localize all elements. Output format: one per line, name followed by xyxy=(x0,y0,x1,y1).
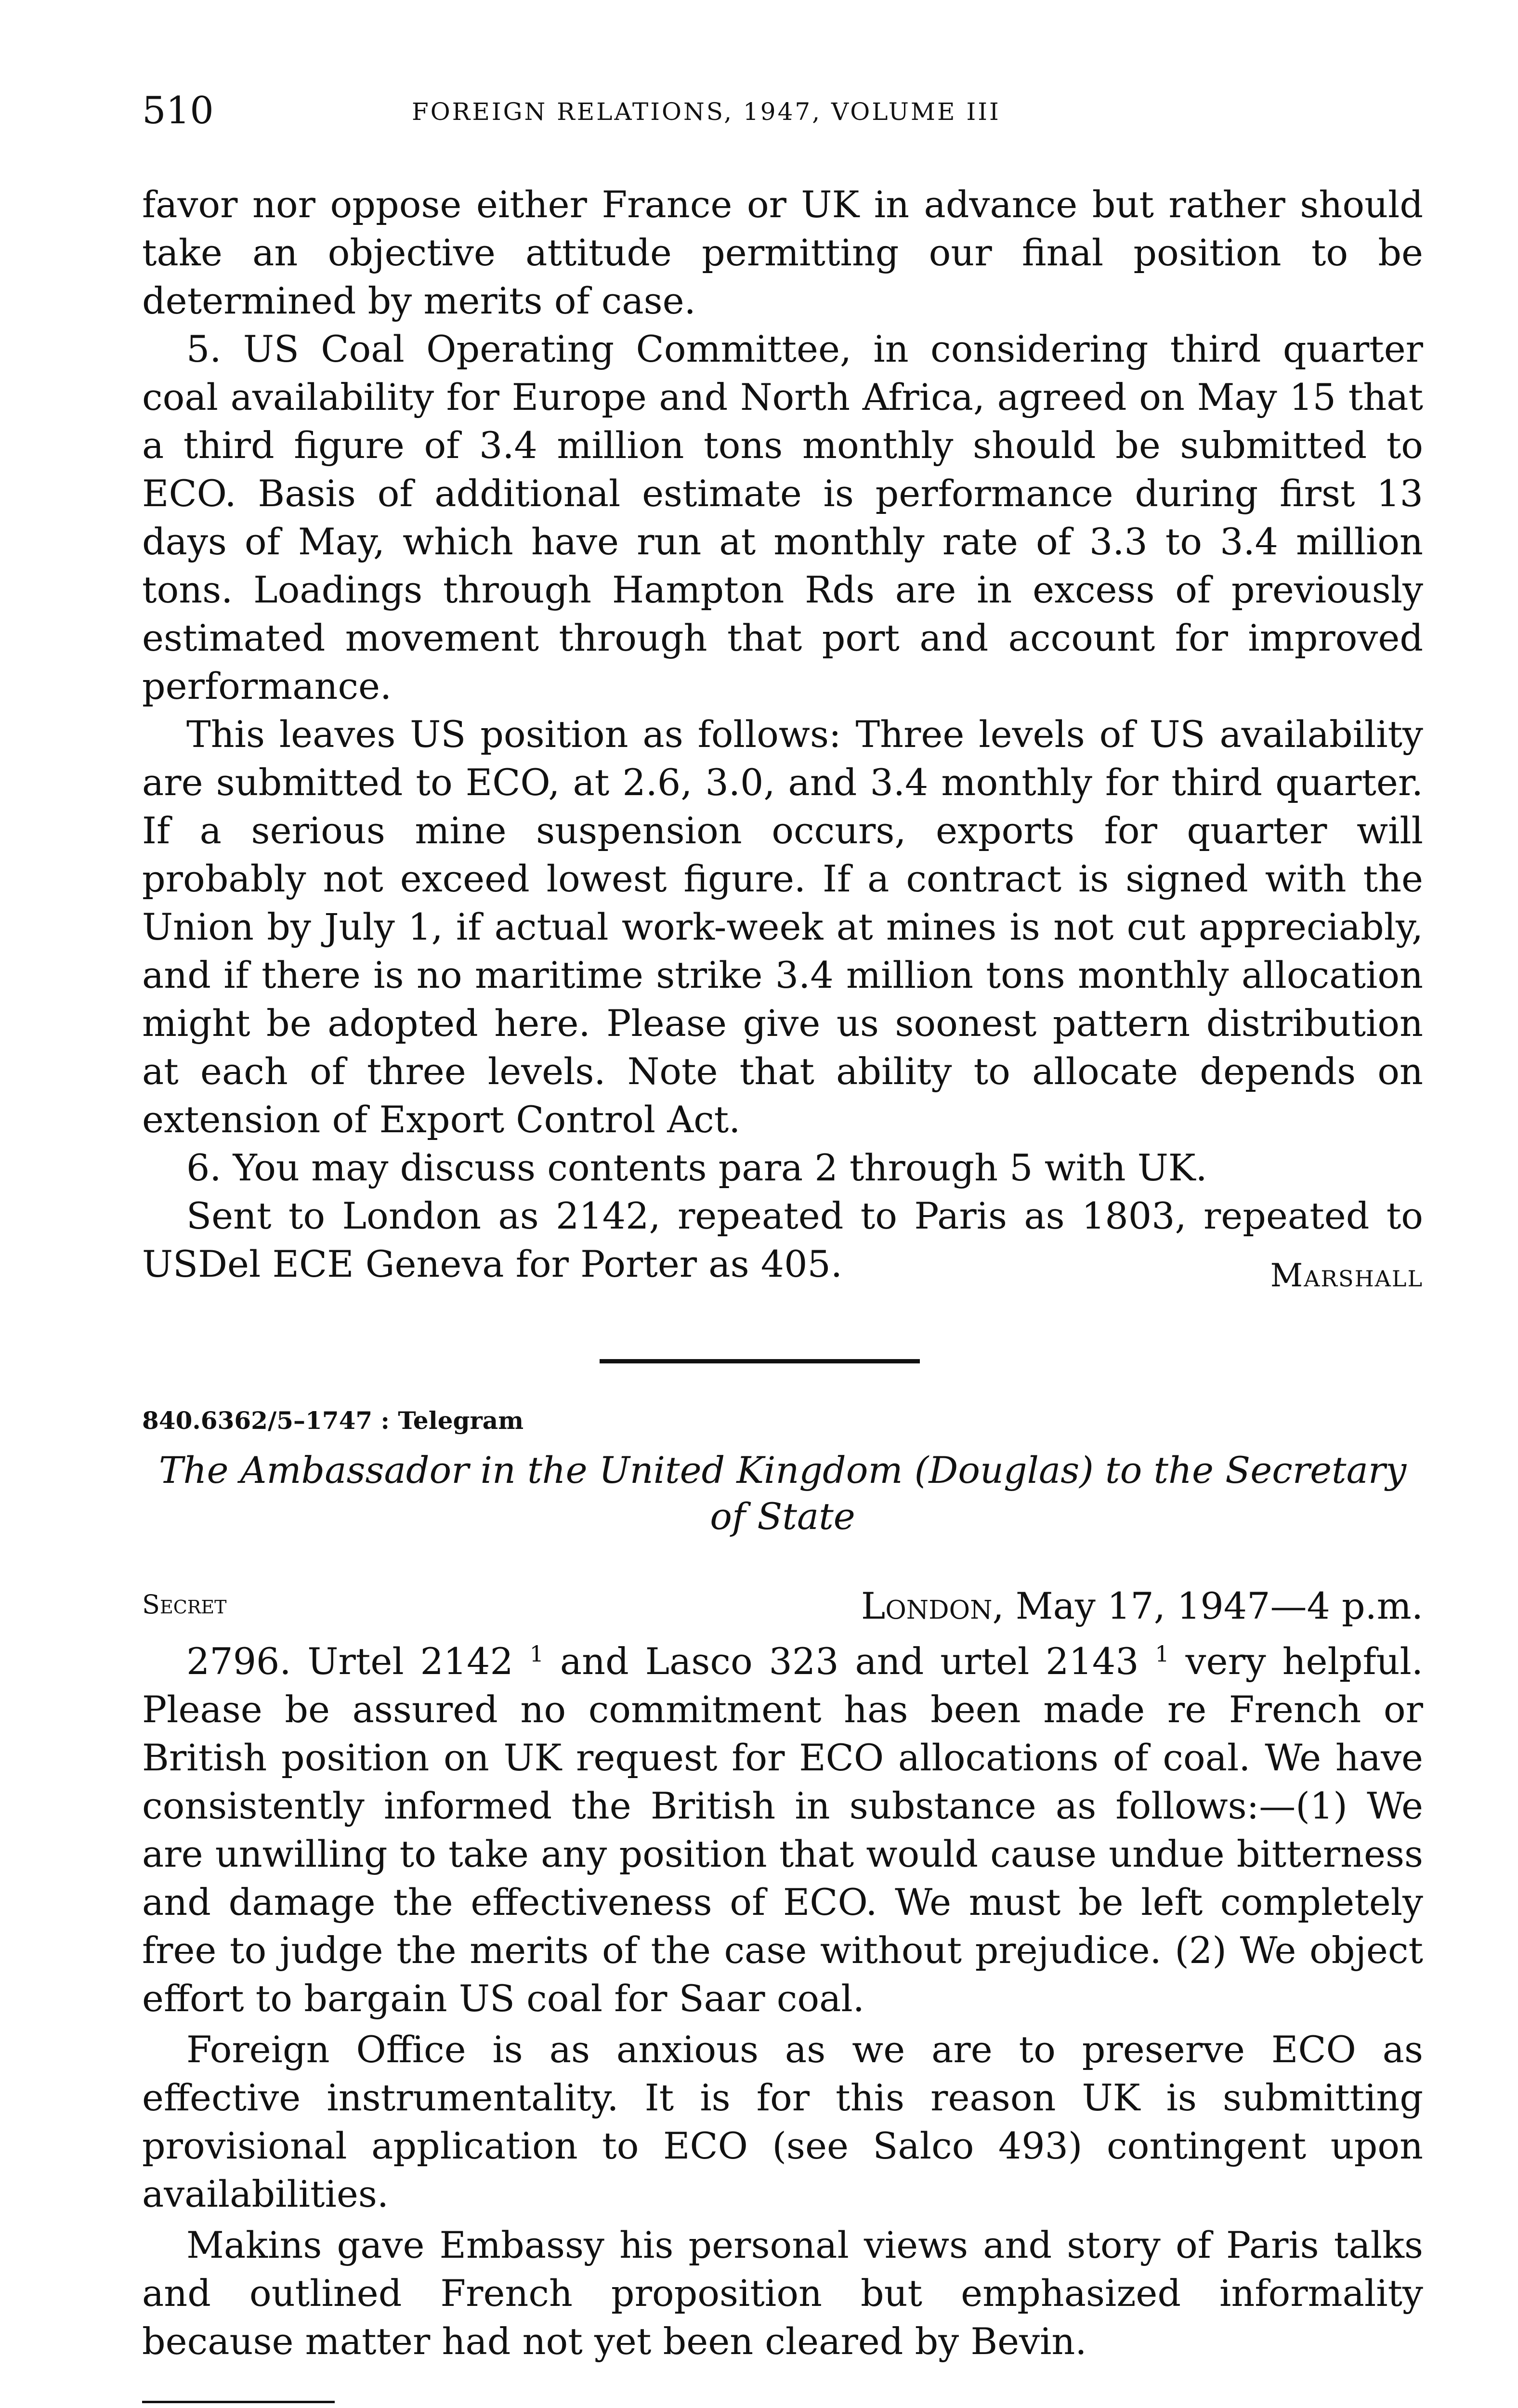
telegram-body xyxy=(142,1637,1423,2366)
classification-label: Secret xyxy=(142,1589,227,1620)
telegram-continuation xyxy=(142,181,1423,1288)
paragraph: 5. US Coal Operating Committee, in considering third quarter coal availability for Europe and North Africa, agreed on May 15 that a third figure of 3.4 million tons monthly should be submitted to ECO. Basis of additional estimate is performance during first 13 days of May, which have run at monthly rate of 3.3 to 3.4 million tons. Loadings through Hampton Rds are in excess of previously estimated movement through that port and account for improved performance. xyxy=(142,327,1423,707)
paragraph: favor nor oppose either France or UK in advance but rather should take an objective attitude permitting our final position to be determined by merits of case. xyxy=(142,183,1423,322)
section-divider xyxy=(600,1359,920,1363)
paragraph xyxy=(142,1637,1423,2023)
paragraph: Sent to London as 2142, repeated to Paris as 1803, repeated to USDel ECE Geneva for Porter as 405. xyxy=(142,1194,1423,1285)
dateline xyxy=(861,1584,1423,1627)
paragraph-text: very helpful. Please be assured no commitment has been made re French or British position on UK request for ECO allocations of coal. We have consistently informed the British in substance as follows:—(1) We are unwilling to take any position that would cause undue bitterness and damage the effectiveness of ECO. We must be left completely free to judge the merits of the case without prejudice. (2) We object effort to bargain US coal for Saar coal. xyxy=(142,1640,1423,2020)
dateline-date: , May 17, 1947—4 p.m. xyxy=(992,1584,1423,1627)
footnote-reference: 1 xyxy=(529,1641,544,1667)
paragraph-text: and Lasco 323 and urtel 2143 xyxy=(544,1640,1155,1683)
footnote-reference: 1 xyxy=(1155,1641,1169,1667)
page-header xyxy=(142,89,1423,147)
page-number: 510 xyxy=(142,89,214,132)
file-number: 840.6362/5–1747 : Telegram xyxy=(142,1406,524,1435)
signature: Marshall xyxy=(1270,1257,1423,1294)
document-title: The Ambassador in the United Kingdom (Douglas) to the Secretary of State xyxy=(158,1449,1407,1538)
paragraph: 6. You may discuss contents para 2 through 5 with UK. xyxy=(186,1146,1207,1189)
running-head: FOREIGN RELATIONS, 1947, VOLUME III xyxy=(412,98,1001,126)
dateline-city: London xyxy=(861,1584,993,1627)
footnote-rule xyxy=(142,2401,335,2403)
paragraph: This leaves US position as follows: Three levels of US availability are submitted to ECO, at 2.6, 3.0, and 3.4 monthly for third quarter. If a serious mine suspension occurs, exports for quarter will probably not exceed lowest figure. If a contract is signed with the Union by July 1, if actual work-week at mines is not cut appreciably, and if there is no maritime strike 3.4 million tons monthly allocation might be adopted here. Please give us soonest pattern distribution at each of three levels. Note that ability to allocate depends on extension of Export Control Act. xyxy=(142,713,1423,1141)
paragraph: Makins gave Embassy his personal views and story of Paris talks and outlined French proposition but emphasized informality because matter had not yet been cleared by Bevin. xyxy=(142,2224,1423,2363)
paragraph: Foreign Office is as anxious as we are to preserve ECO as effective instrumentality. It is for this reason UK is submitting provisional application to ECO (see Salco 493) contingent upon availabilities. xyxy=(142,2028,1423,2215)
paragraph-text: 2796. Urtel 2142 xyxy=(186,1640,530,1683)
